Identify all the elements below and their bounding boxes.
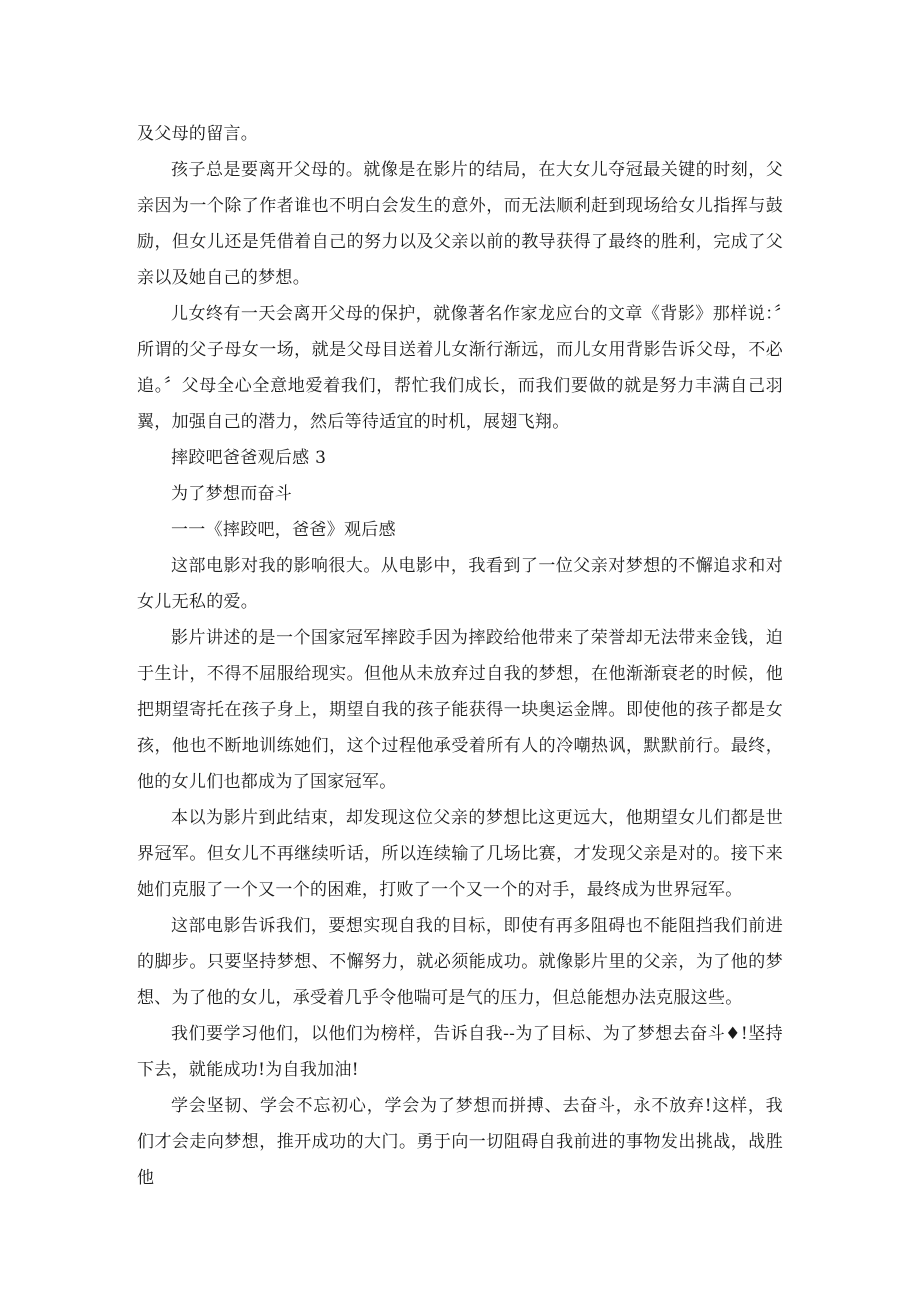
paragraph: 儿女终有一天会离开父母的保护，就像著名作家龙应台的文章《背影》那样说：〞所谓的父子母女一场，就是父母目送着儿女渐行渐远，而儿女用背影告诉父母，不必追。〞父母全心全意地爱着我们，帮忙我们成长，而我们要做的就是努力丰满自己羽翼，加强自己的潜力，然后等待适宜的时机，展翅飞翔。	[137, 304, 783, 432]
paragraph: 学会坚韧、学会不忘初心，学会为了梦想而拼搏、去奋斗，永不放弃!这样，我们才会走向梦想，推开成功的大门。勇于向一切阻碍自我前进的事物发出挑战，战胜他	[137, 1096, 783, 1188]
paragraph: 本以为影片到此结束，却发现这位父亲的梦想比这更远大，他期望女儿们都是世界冠军。但女儿不再继续听话，所以连续输了几场比赛，才发现父亲是对的。接下来她们克服了一个又一个的困难，打败了一个又一个的对手，最终成为世界冠军。	[137, 808, 783, 900]
paragraph: 这部电影告诉我们，要想实现自我的目标，即使有再多阻碍也不能阻挡我们前进的脚步。只要坚持梦想、不懈努力，就必须能成功。就像影片里的父亲，为了他的梦想、为了他的女儿，承受着几乎令他喘可是气的压力，但总能想办法克服这些。	[137, 916, 783, 1008]
paragraph: 我们要学习他们，以他们为榜样，告诉自我--为了目标、为了梦想去奋斗♦!坚持下去，就能成功!为自我加油!	[137, 1024, 783, 1080]
section-heading: 摔跤吧爸爸观后感 3	[171, 448, 327, 468]
paragraph: 影片讲述的是一个国家冠军摔跤手因为摔跤给他带来了荣誉却无法带来金钱，迫于生计，不得不屈服给现实。但他从未放弃过自我的梦想，在他渐渐衰老的时候，他把期望寄托在孩子身上，期望自我的孩子能获得一块奥运金牌。即使他的孩子都是女孩，他也不断地训练她们，这个过程他承受着所有人的冷嘲热讽，默默前行。最终，他的女儿们也都成为了国家冠军。	[137, 628, 783, 792]
article-title: 为了梦想而奋斗	[171, 484, 293, 504]
paragraph: 孩子总是要离开父母的。就像是在影片的结局，在大女儿夺冠最关键的时刻，父亲因为一个除了作者谁也不明白会发生的意外，而无法顺利赶到现场给女儿指挥与鼓励，但女儿还是凭借着自己的努力以及父亲以前的教导获得了最终的胜利，完成了父亲以及她自己的梦想。	[137, 160, 783, 288]
article-subtitle: 一一《摔跤吧，爸爸》观后感	[171, 520, 396, 540]
document-body	[137, 116, 783, 1196]
paragraph: 及父母的留言。	[137, 124, 259, 144]
paragraph: 这部电影对我的影响很大。从电影中，我看到了一位父亲对梦想的不懈追求和对女儿无私的爱。	[137, 556, 783, 612]
